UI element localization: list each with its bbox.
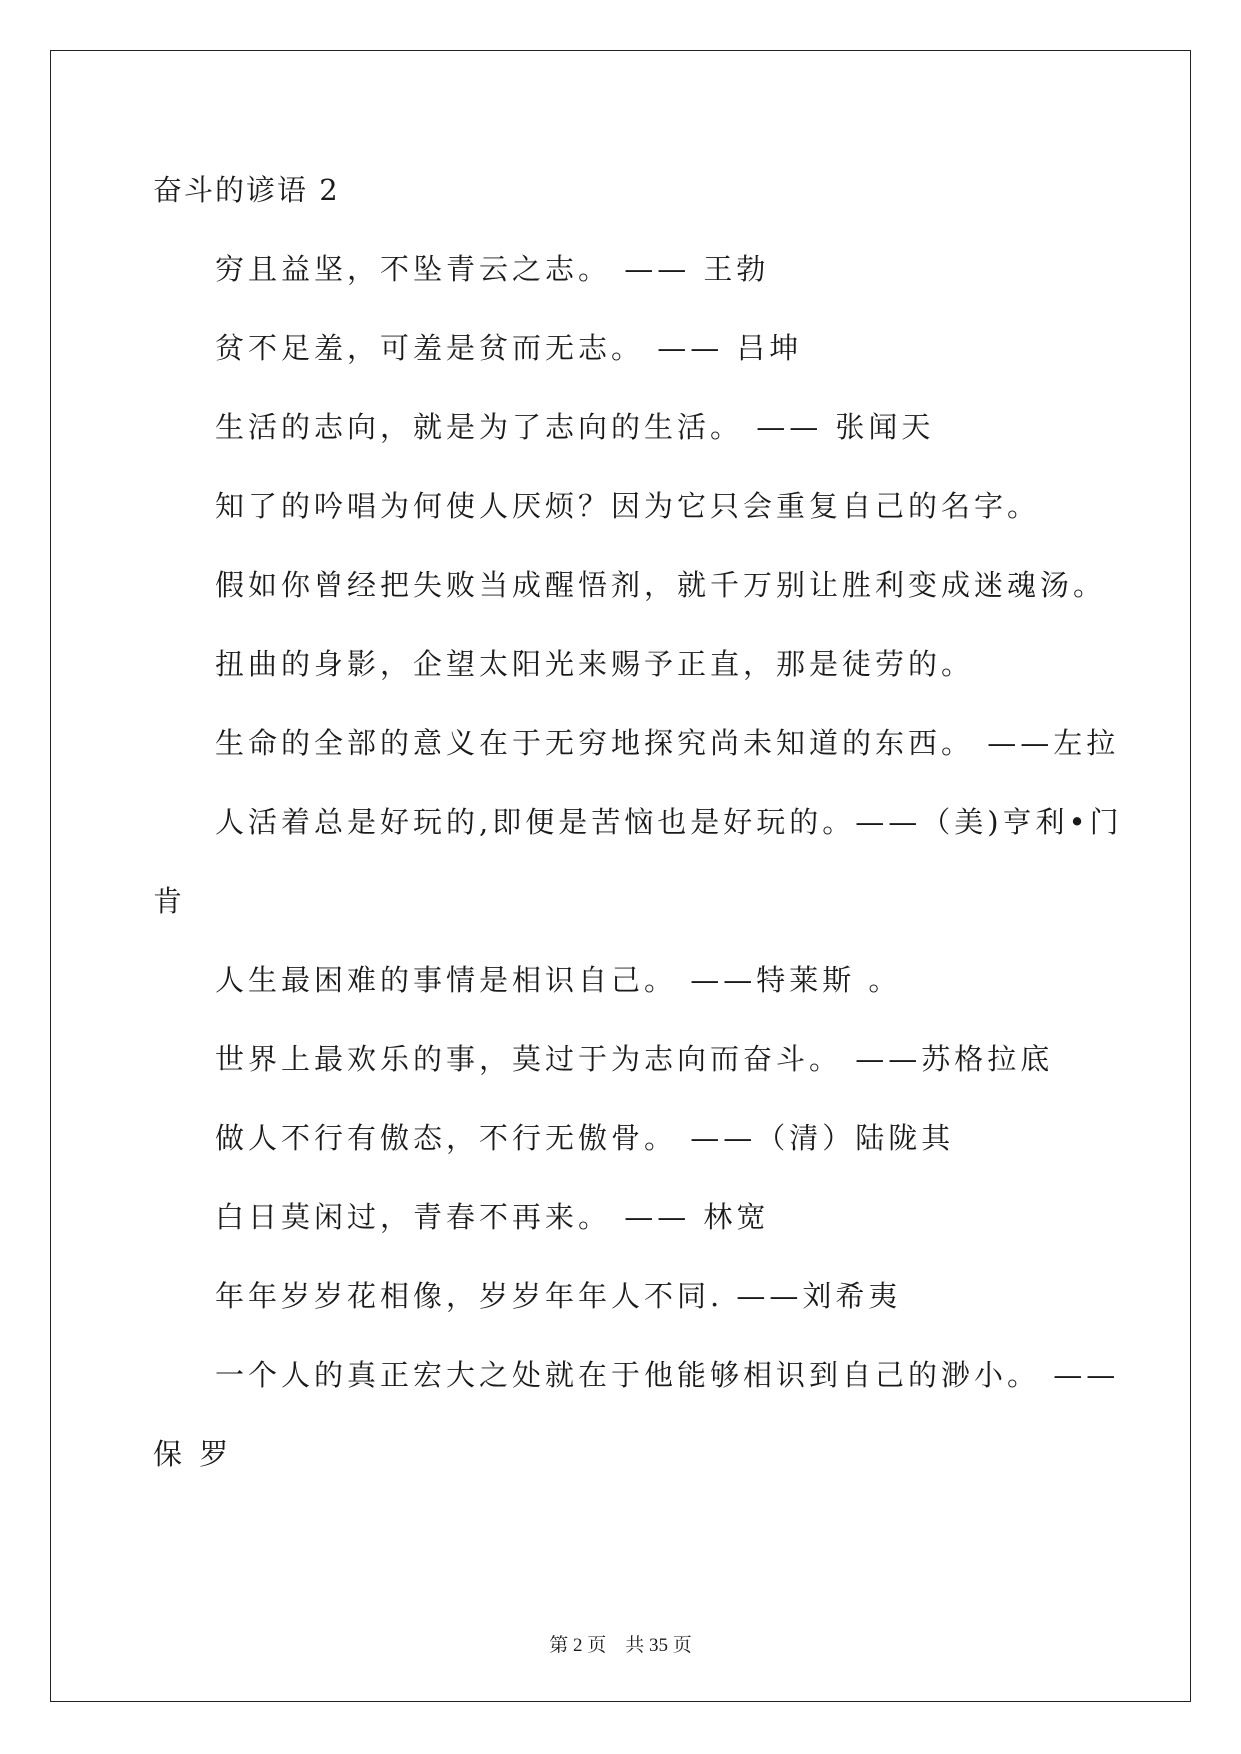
proverb-line: 假如你曾经把失败当成醒悟剂，就千万别让胜利变成迷魂汤。 [215,568,1107,602]
proverb-line: 扭曲的身影，企望太阳光来赐予正直，那是徒劳的。 [215,647,975,681]
proverb-line: 生活的志向，就是为了志向的生活。 —— 张闻天 [215,410,935,444]
proverb-line-continuation: 肯 [153,884,187,918]
proverb-line: 世界上最欢乐的事，莫过于为志向而奋斗。 ——苏格拉底 [215,1042,1054,1076]
page-number-footer: 第 2 页 共 35 页 [549,1635,692,1656]
proverb-line: 年年岁岁花相像，岁岁年年人不同. ——刘希夷 [215,1279,902,1313]
proverb-line-continuation: 保 罗 [153,1437,233,1471]
proverb-line: 贫不足羞，可羞是贫而无志。 —— 吕坤 [215,331,803,365]
proverb-line: 一个人的真正宏大之处就在于他能够相识到自己的渺小。 —— [215,1358,1120,1392]
proverb-line: 生命的全部的意义在于无穷地探究尚未知道的东西。 ——左拉 [215,726,1120,760]
proverb-line: 人生最困难的事情是相识自己。 ——特莱斯 。 [215,963,902,997]
proverb-line: 穷且益坚，不坠青云之志。 —— 王勃 [215,252,770,286]
document-title: 奋斗的谚语 2 [153,173,340,207]
proverb-line: 做人不行有傲态，不行无傲骨。 ——（清）陆陇其 [215,1121,955,1155]
proverb-line: 人活着总是好玩的,即便是苦恼也是好玩的。——（美)亨利•门 [215,805,1123,839]
proverb-line: 白日莫闲过，青春不再来。 —— 林宽 [215,1200,770,1234]
proverb-line: 知了的吟唱为何使人厌烦？因为它只会重复自己的名字。 [215,489,1041,523]
